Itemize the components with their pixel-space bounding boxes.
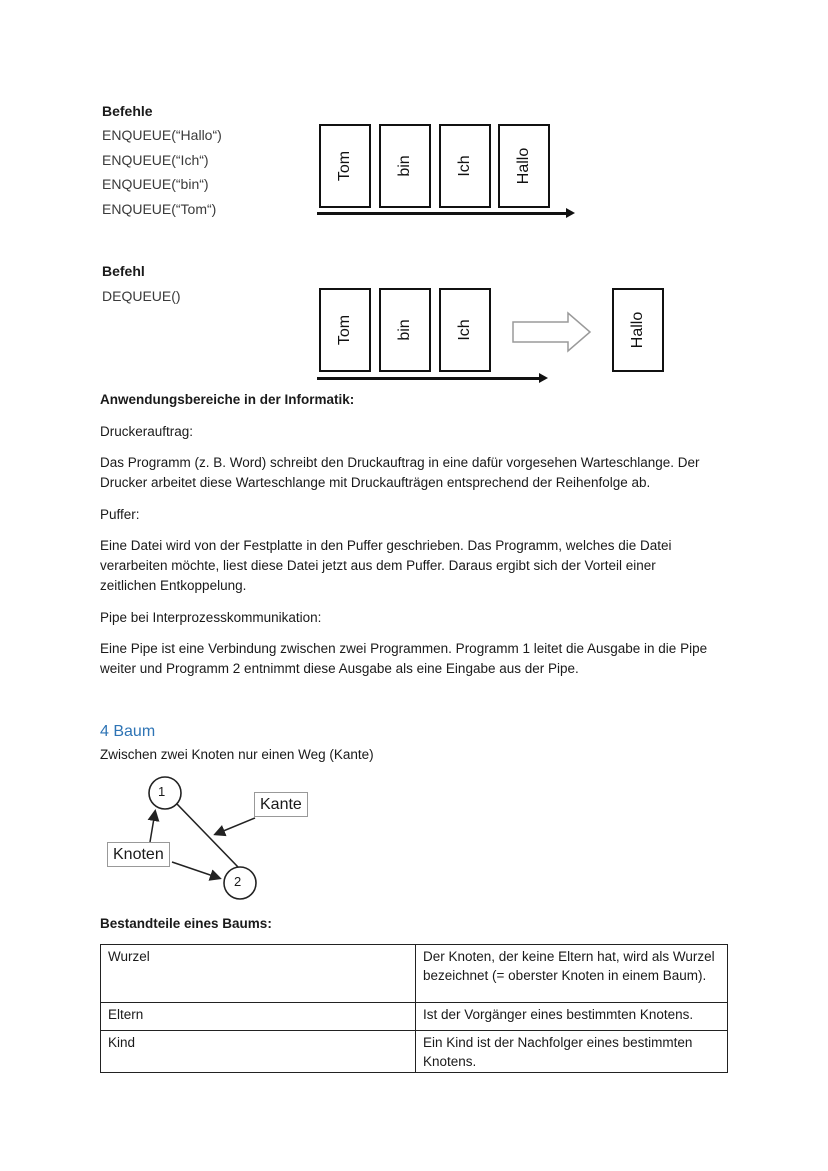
definition-cell: Ist der Vorgänger eines bestimmten Knotens.: [416, 1003, 728, 1031]
application-label-buffer: Puffer:: [100, 507, 140, 522]
enqueue-command: ENQUEUE(“bin“): [102, 176, 209, 192]
queue-box: bin: [379, 124, 431, 208]
enqueue-command-list: [102, 123, 222, 221]
dequeue-title: Befehl: [102, 263, 145, 279]
tree-parts-heading: Bestandteile eines Baums:: [100, 916, 272, 931]
application-text-buffer: Eine Datei wird von der Festplatte in den Puffer geschrieben. Das Programm, welches die Datei verarbeiten möchte, liest diese Datei jetzt aus dem Puffer. Daraus ergibt sich der Vorteil einer zeitlichen Entkoppelung.: [100, 538, 672, 593]
edge-label-box: Kante: [254, 792, 308, 817]
enqueue-command: ENQUEUE(“Ich“): [102, 151, 209, 168]
term-cell: Eltern: [101, 1003, 416, 1031]
tree-subtitle: Zwischen zwei Knoten nur einen Weg (Kante): [100, 747, 374, 762]
queue-direction-arrow-icon: [317, 212, 569, 215]
application-label-printer: Druckerauftrag:: [100, 424, 194, 439]
node-label-box: Knoten: [107, 842, 170, 867]
application-text-pipe: Eine Pipe ist eine Verbindung zwischen zwei Programmen. Programm 1 leitet die Ausgabe in die Pipe weiter und Programm 2 entnimmt diese Ausgabe als eine Eingabe aus der Pipe.: [100, 641, 708, 676]
queue-box: Tom: [319, 288, 371, 372]
queue-box: bin: [379, 288, 431, 372]
tree-parts-table: [100, 944, 728, 1073]
tree-node-2: 2: [234, 874, 242, 889]
table-row: [101, 1003, 728, 1031]
queue-direction-arrow-icon: [317, 377, 542, 380]
applications-heading: Anwendungsbereiche in der Informatik:: [100, 392, 355, 407]
queue-box: Ich: [439, 288, 491, 372]
removed-queue-box: Hallo: [612, 288, 664, 372]
enqueue-command: ENQUEUE(“Hallo“): [102, 127, 222, 143]
dequeue-hollow-arrow-icon: [510, 310, 594, 354]
term-cell: Kind: [101, 1031, 416, 1073]
definition-cell: Ein Kind ist der Nachfolger eines bestimmten Knotens.: [416, 1031, 728, 1073]
definition-cell: Der Knoten, der keine Eltern hat, wird als Wurzel bezeichnet (= oberster Knoten in einem Baum).: [416, 945, 728, 1003]
enqueue-title: Befehle: [102, 103, 153, 119]
queue-box: Tom: [319, 124, 371, 208]
table-row: [101, 945, 728, 1003]
enqueue-command: ENQUEUE(“Tom“): [102, 200, 217, 217]
queue-box: Ich: [439, 124, 491, 208]
section-heading-tree: 4 Baum: [100, 723, 156, 740]
queue-box: Hallo: [498, 124, 550, 208]
table-row: [101, 1031, 728, 1073]
tree-node-1: 1: [158, 784, 166, 799]
tree-diagram-lines: [100, 770, 320, 905]
term-cell: Wurzel: [101, 945, 416, 1003]
application-text-printer: Das Programm (z. B. Word) schreibt den Druckauftrag in eine dafür vorgesehen Warteschlange. Der Drucker arbeitet diese Warteschlange mit Druckaufträgen entsprechend der Reihenfolge ab.: [100, 455, 700, 490]
application-label-pipe: Pipe bei Interprozesskommunikation:: [100, 610, 322, 625]
dequeue-command: DEQUEUE(): [102, 288, 181, 304]
